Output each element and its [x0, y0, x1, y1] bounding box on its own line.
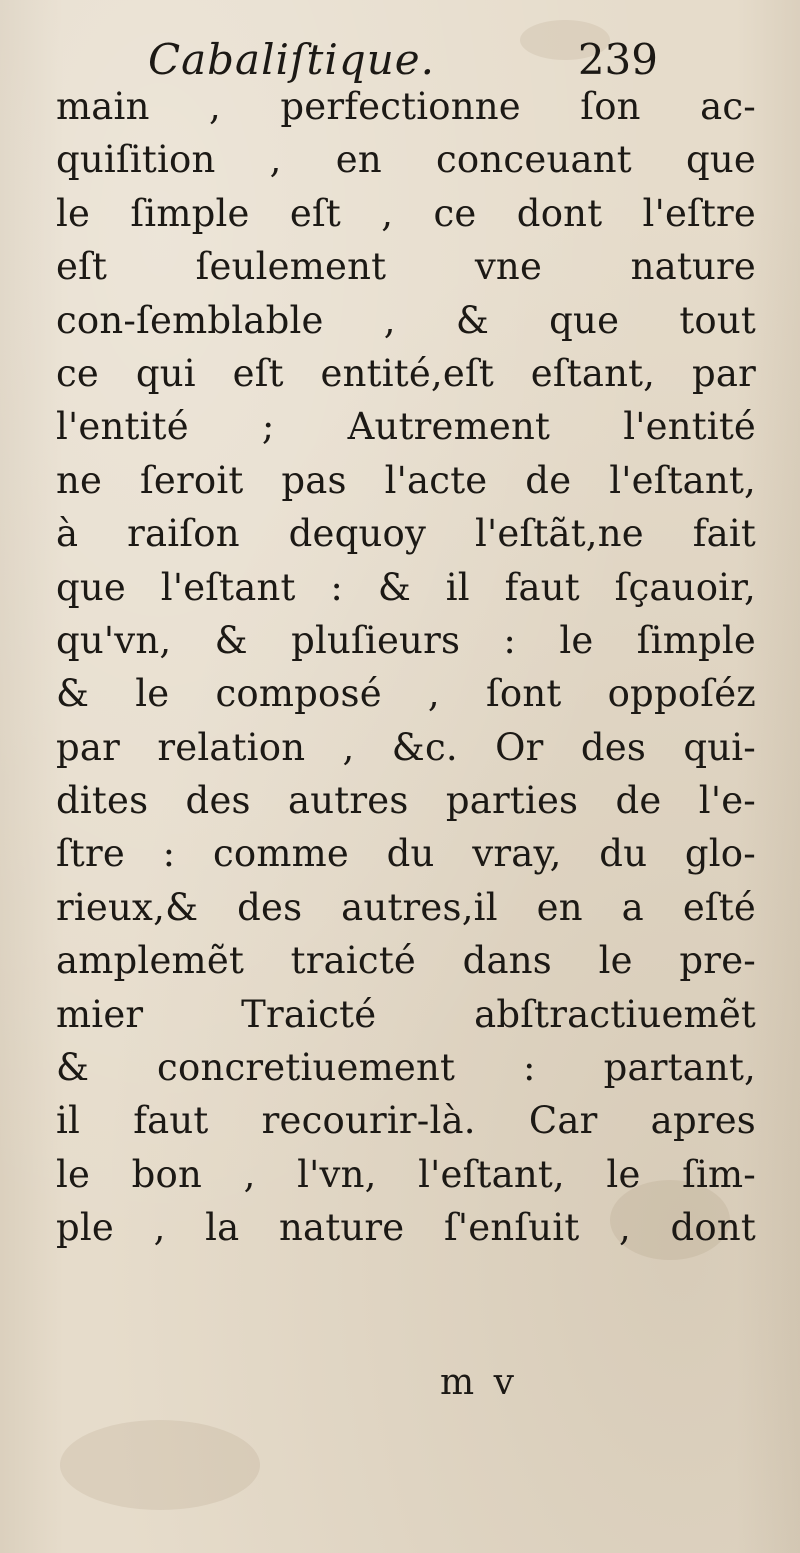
text-line: à raiſon dequoy l'eſtãt,ne fait — [56, 512, 756, 556]
text-line: ple , la nature ſ'enſuit , dont — [56, 1206, 756, 1250]
text-line: ſtre : comme du vray, du glo- — [56, 832, 756, 876]
text-line: le bon , l'vn, l'eſtant, le ſim- — [56, 1152, 756, 1196]
text-line: amplemẽt traicté dans le pre- — [56, 939, 756, 983]
text-line: le ſimple eſt , ce dont l'eſtre — [56, 191, 756, 235]
text-line: & concretiuement : partant, — [56, 1046, 756, 1090]
text-line: eſt ſeulement vne nature — [56, 245, 756, 289]
text-line: par relation , &c. Or des qui- — [56, 725, 756, 769]
page-number: 239 — [577, 35, 658, 84]
text-line: dites des autres parties de l'e- — [56, 779, 756, 823]
text-line: il faut recourir-là. Car apres — [56, 1099, 756, 1143]
text-line: qu'vn, & pluſieurs : le ſimple — [56, 618, 756, 662]
text-line: que l'eſtant : & il faut ſçauoir, — [56, 565, 756, 609]
running-title: Cabaliſtique. — [148, 35, 435, 84]
text-line: mier Traicté abſtractiuemẽt — [56, 992, 756, 1036]
text-line: main , perfectionne ſon ac- — [56, 85, 756, 128]
text-line: con-ſemblable , & que tout — [56, 298, 756, 342]
body-text — [56, 80, 756, 1255]
text-line: quiſition , en conceuant que — [56, 138, 756, 182]
text-line: ce qui eſt entité,eſt eſtant, par — [56, 351, 756, 395]
text-line: rieux,& des autres,il en a eſté — [56, 885, 756, 929]
text-line: l'entité ; Autrement l'entité — [56, 405, 756, 449]
text-line: & le composé , ſont oppoſéz — [56, 672, 756, 716]
text-line: ne ſeroit pas l'acte de l'eſtant, — [56, 458, 756, 502]
catchword: m v — [440, 1362, 518, 1403]
paper-stain — [60, 1420, 260, 1510]
